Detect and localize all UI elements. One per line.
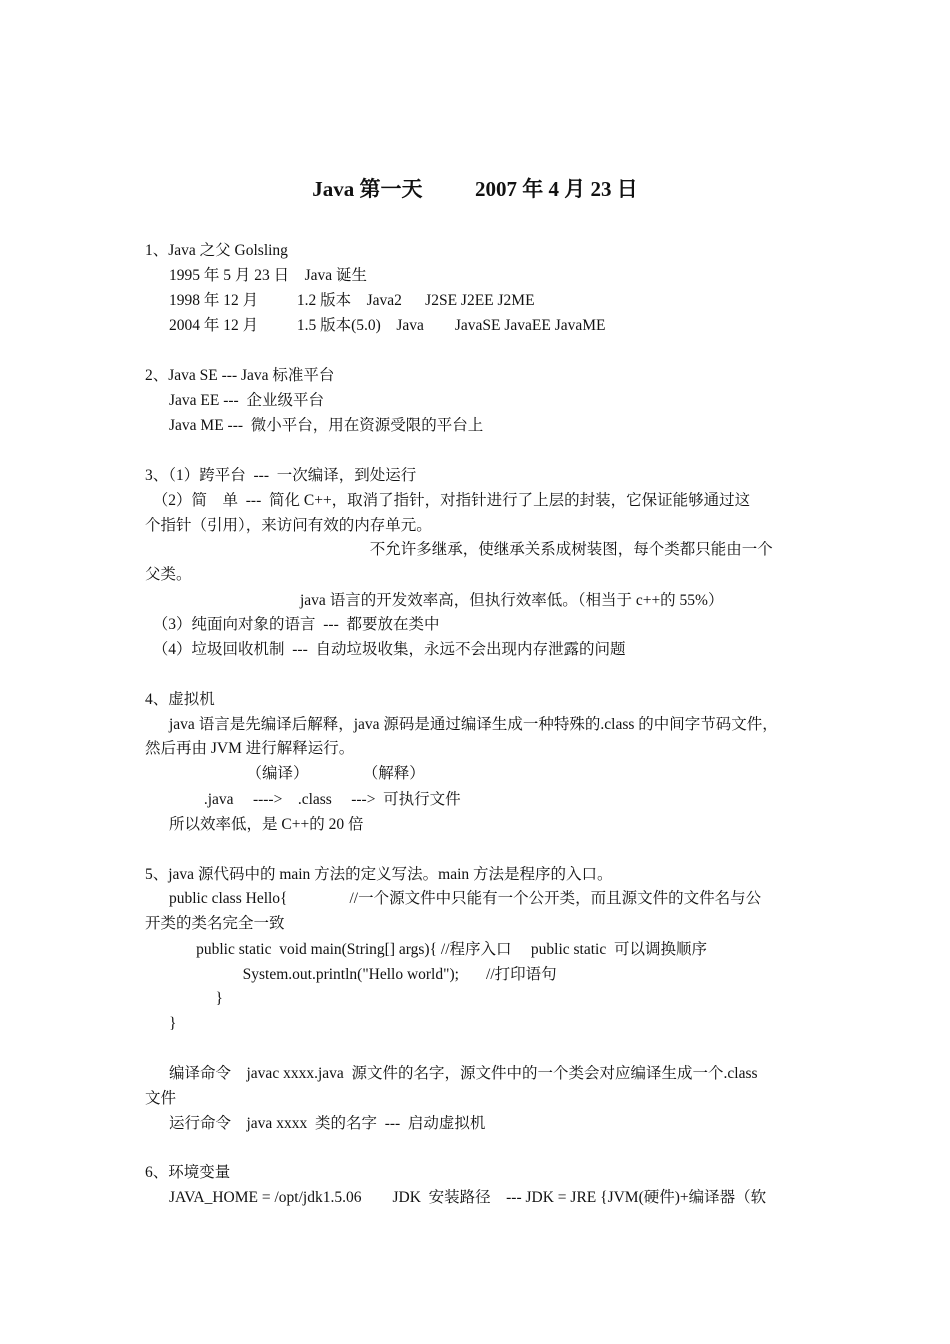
code-line: public class Hello{ //一个源文件中只能有一个公开类，而且源文件的文件名与公	[169, 890, 762, 907]
section-6-line: JAVA_HOME = /opt/jdk1.5.06 JDK 安装路径 --- JDK = JRE {JVM(硬件)+编译器（软	[169, 1189, 767, 1206]
page-title: Java 第一天 2007 年 4 月 23 日	[312, 177, 638, 201]
section-3-line: （3）纯面向对象的语言 --- 都要放在类中	[145, 616, 440, 633]
section-2-line: Java EE --- 企业级平台	[169, 392, 324, 409]
code-line: public static void main(String[] args){ //程序入口 public static 可以调换顺序	[169, 941, 707, 958]
section-5-line: 编译命令 javac xxxx.java 源文件的名字，源文件中的一个类会对应编译生成一个.class	[169, 1065, 758, 1082]
section-2-heading: 2、Java SE --- Java 标准平台	[145, 367, 335, 384]
section-4-line: java 语言是先编译后解释，java 源码是通过编译生成一种特殊的.class 的中间字节码文件，	[169, 716, 778, 733]
section-4-line: .java ----> .class ---> 可执行文件	[169, 791, 461, 808]
section-1-line: 1998 年 12 月 1.2 版本 Java2 J2SE J2EE J2ME	[169, 292, 535, 309]
code-line: }	[169, 990, 223, 1007]
section-5-line: 运行命令 java xxxx 类的名字 --- 启动虚拟机	[169, 1115, 486, 1132]
section-4-line: 所以效率低，是 C++的 20 倍	[169, 816, 364, 833]
section-2-line: Java ME --- 微小平台，用在资源受限的平台上	[169, 417, 484, 434]
section-4-line: （编译） （解释）	[169, 765, 425, 782]
section-3-line: （4）垃圾回收机制 --- 自动垃圾收集，永远不会出现内存泄露的问题	[145, 641, 626, 658]
section-1-line: 1995 年 5 月 23 日 Java 诞生	[169, 267, 368, 284]
section-3-line: （2）简 单 --- 简化 C++，取消了指针，对指针进行了上层的封装，它保证能够通过这	[145, 492, 751, 509]
section-3-line: 父类。	[145, 566, 192, 583]
section-1-heading: 1、Java 之父 Golsling	[145, 242, 288, 259]
section-5-heading: 5、java 源代码中的 main 方法的定义写法。main 方法是程序的入口。	[145, 866, 613, 883]
section-6-heading: 6、环境变量	[145, 1164, 231, 1181]
code-line: }	[169, 1015, 177, 1032]
code-line: System.out.println("Hello world"); //打印语句	[169, 966, 557, 983]
section-1-line: 2004 年 12 月 1.5 版本(5.0) Java JavaSE JavaEE JavaME	[169, 317, 606, 334]
section-3-line: 个指针（引用），来访问有效的内存单元。	[145, 517, 432, 534]
section-3-line: java 语言的开发效率高，但执行效率低。（相当于 c++的 55%）	[145, 592, 724, 609]
section-4-heading: 4、虚拟机	[145, 691, 215, 708]
section-3-line: 不允许多继承，使继承关系成树装图，每个类都只能由一个	[145, 541, 773, 558]
section-3-heading: 3、（1）跨平台 --- 一次编译，到处运行	[145, 467, 417, 484]
code-line: 开类的类名完全一致	[145, 915, 285, 932]
section-5-line: 文件	[145, 1090, 177, 1107]
section-4-line: 然后再由 JVM 进行解释运行。	[145, 740, 355, 757]
